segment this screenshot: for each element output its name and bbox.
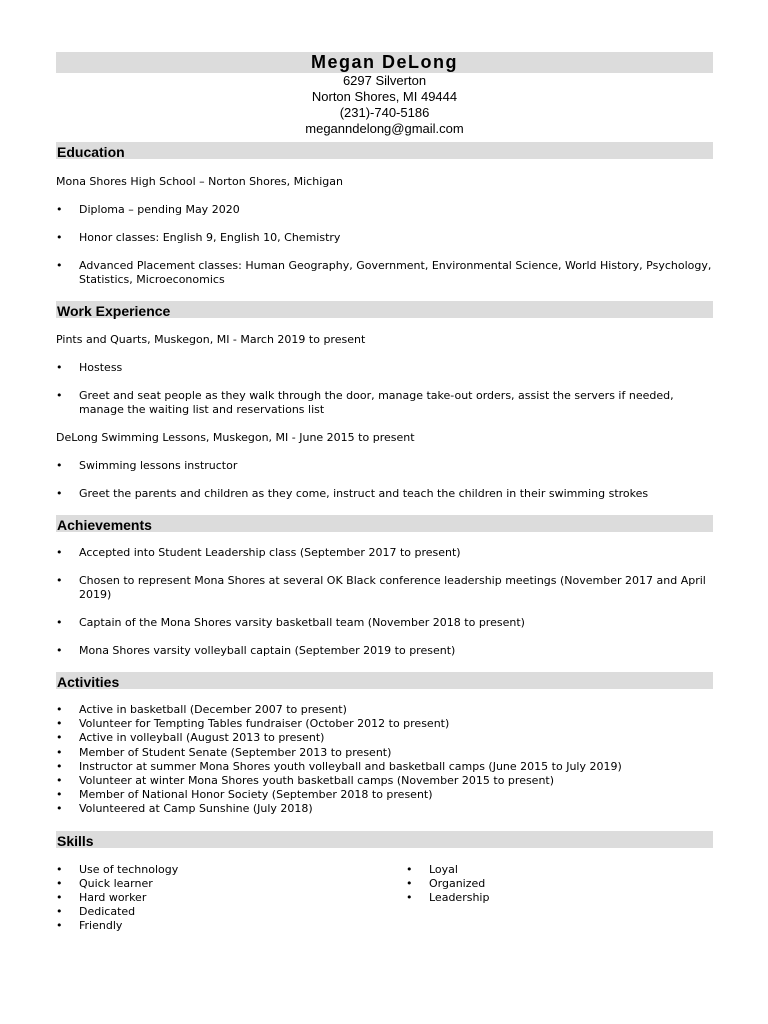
address-line-2: Norton Shores, MI 49444 (311, 89, 458, 104)
activities-header (56, 672, 713, 689)
phone-number: (231)-740-5186 (339, 105, 430, 120)
school-line: Mona Shores High School – Norton Shores, Michigan (56, 175, 343, 188)
list-item: • Hostess (56, 361, 123, 374)
list-item: • Volunteer for Tempting Tables fundraiser (October 2012 to present) (56, 717, 450, 731)
list-item: • Dedicated (56, 905, 136, 919)
list-item: • Volunteer at winter Mona Shores youth basketball camps (November 2015 to present) (56, 774, 555, 788)
achievements-list (56, 546, 713, 658)
list-item: • Diploma – pending May 2020 (56, 203, 240, 216)
name-banner (56, 52, 713, 73)
bullet-icon: • (406, 891, 413, 905)
address-line-1: 6297 Silverton (342, 73, 427, 88)
bullet-icon: • (56, 231, 63, 244)
education-header (56, 142, 713, 159)
list-item: • Volunteered at Camp Sunshine (July 2018) (56, 802, 313, 816)
bullet-icon: • (56, 361, 63, 374)
bullet-icon: • (56, 774, 63, 788)
bullet-icon: • (56, 891, 63, 905)
bullet-icon: • (56, 546, 63, 559)
job-duties-list (56, 459, 713, 501)
work-experience-header (56, 301, 713, 318)
list-item: • Use of technology (56, 862, 179, 876)
job-heading: Pints and Quarts, Muskegon, MI - March 2019 to present (56, 333, 366, 346)
bullet-icon: • (56, 905, 63, 919)
bullet-icon: • (56, 703, 63, 716)
list-item: • Chosen to represent Mona Shores at several OK Black conference leadership meetings (November 2017 and April 2019) (56, 574, 706, 601)
section-title: Achievements (57, 517, 152, 533)
bullet-icon: • (56, 919, 63, 933)
list-item: • Captain of the Mona Shores varsity basketball team (November 2018 to present) (56, 616, 525, 629)
job-heading: DeLong Swimming Lessons, Muskegon, MI - June 2015 to present (56, 431, 415, 444)
activities-list (56, 703, 713, 817)
section-title: Activities (57, 674, 120, 690)
skills-columns (56, 863, 713, 934)
list-item: • Loyal (406, 862, 458, 876)
bullet-icon: • (56, 644, 63, 657)
bullet-icon: • (56, 717, 63, 731)
list-item: • Instructor at summer Mona Shores youth volleyball and basketball camps (June 2015 to July 2019) (56, 759, 622, 773)
list-item: • Swimming lessons instructor (56, 459, 238, 472)
achievements-header (56, 515, 713, 532)
bullet-icon: • (56, 745, 63, 759)
bullet-icon: • (56, 802, 63, 816)
skills-list-right (406, 863, 706, 934)
section-title: Work Experience (57, 303, 171, 319)
list-item: • Friendly (56, 919, 123, 933)
list-item: • Honor classes: English 9, English 10, Chemistry (56, 231, 341, 244)
list-item: • Leadership (406, 891, 490, 905)
skills-list-left (56, 863, 406, 934)
candidate-name: Megan DeLong (311, 52, 458, 72)
list-item: • Mona Shores varsity volleyball captain (September 2019 to present) (56, 644, 456, 657)
skills-header (56, 831, 713, 848)
list-item: • Member of National Honor Society (September 2018 to present) (56, 788, 433, 802)
list-item: • Member of Student Senate (September 2013 to present) (56, 745, 392, 759)
bullet-icon: • (56, 731, 63, 745)
bullet-icon: • (56, 616, 63, 629)
list-item: • Advanced Placement classes: Human Geography, Government, Environmental Science, World History, Psychology, Statistics, Microeconomics (56, 259, 712, 286)
education-list (56, 203, 713, 287)
bullet-icon: • (56, 876, 63, 890)
bullet-icon: • (56, 862, 63, 876)
bullet-icon: • (56, 574, 63, 587)
bullet-icon: • (56, 389, 63, 402)
bullet-icon: • (56, 203, 63, 216)
bullet-icon: • (406, 876, 413, 890)
list-item: • Quick learner (56, 876, 153, 890)
bullet-icon: • (56, 259, 63, 272)
section-title: Education (57, 144, 125, 160)
bullet-icon: • (56, 487, 63, 500)
resume-page (56, 52, 713, 934)
list-item: • Active in volleyball (August 2013 to present) (56, 731, 325, 745)
bullet-icon: • (406, 862, 413, 876)
list-item: • Accepted into Student Leadership class (September 2017 to present) (56, 546, 461, 559)
contact-info (56, 73, 713, 137)
list-item: • Hard worker (56, 891, 147, 905)
list-item: • Active in basketball (December 2007 to present) (56, 703, 347, 716)
section-title: Skills (57, 832, 94, 849)
bullet-icon: • (56, 788, 63, 802)
list-item: • Greet the parents and children as they come, instruct and teach the children in their swimming strokes (56, 487, 649, 500)
list-item: • Organized (406, 876, 486, 890)
bullet-icon: • (56, 759, 63, 773)
job-duties-list (56, 361, 713, 417)
email-address: meganndelong@gmail.com (305, 121, 464, 136)
bullet-icon: • (56, 459, 63, 472)
list-item: • Greet and seat people as they walk through the door, manage take-out orders, assist the servers if needed, manage the waiting list and reservations list (56, 389, 674, 416)
